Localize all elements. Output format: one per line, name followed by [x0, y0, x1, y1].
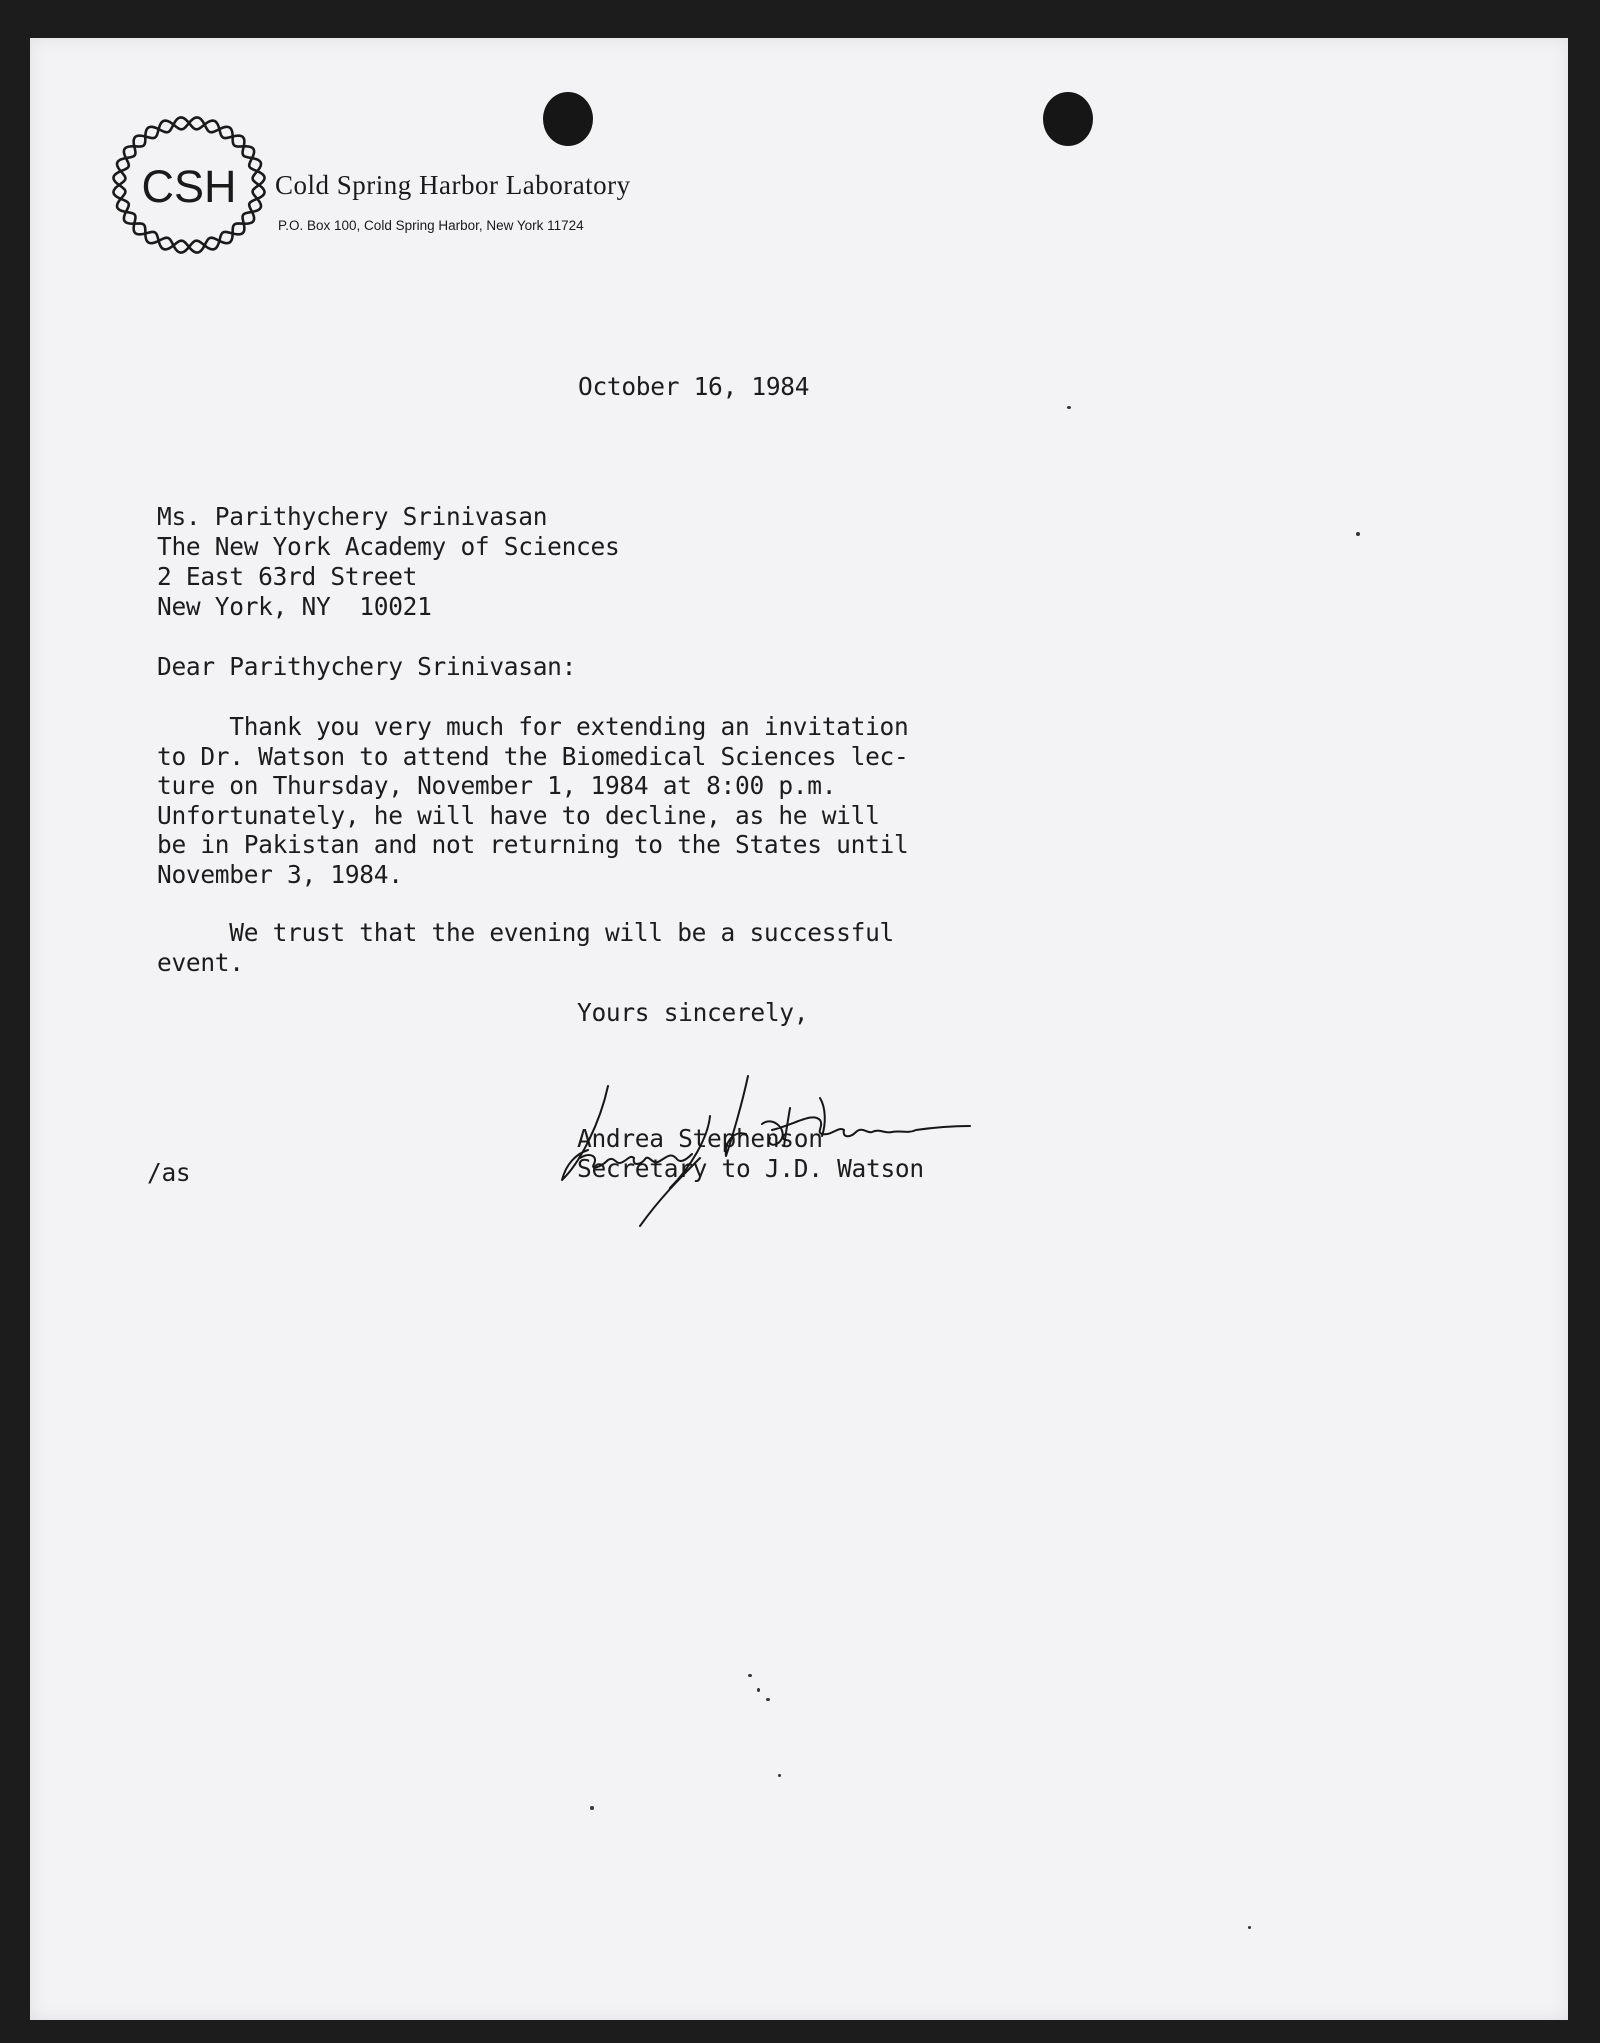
paper-speck: [1356, 532, 1360, 536]
csh-logo: [105, 110, 273, 260]
paper-speck: [1248, 1926, 1251, 1929]
paper-speck: [590, 1806, 594, 1810]
body-line: Thank you very much for extending an invitation: [157, 712, 909, 741]
recipient-organization: The New York Academy of Sciences: [157, 532, 620, 561]
paper-speck: [1067, 406, 1071, 409]
body-paragraph-2: [157, 918, 894, 977]
body-line: event.: [157, 947, 244, 977]
salutation: Dear Parithychery Srinivasan:: [157, 652, 577, 681]
recipient-city: New York, NY 10021: [157, 592, 432, 621]
body-line: to Dr. Watson to attend the Biomedical Sciences lec-: [157, 741, 909, 771]
paper-speck: [757, 1688, 760, 1692]
typist-initials: /as: [147, 1158, 191, 1187]
body-line: ture on Thursday, November 1, 1984 at 8:00 p.m.: [157, 771, 837, 800]
organization-name: Cold Spring Harbor Laboratory: [275, 170, 631, 200]
body-line: We trust that the evening will be a successful: [157, 918, 894, 947]
body-paragraph-1: [157, 712, 908, 889]
recipient-name: Ms. Parithychery Srinivasan: [157, 502, 548, 531]
punch-hole-left: [543, 92, 593, 146]
paper-speck: [748, 1674, 752, 1677]
paper-speck: [778, 1774, 781, 1777]
paper-speck: [766, 1698, 770, 1701]
body-line: November 3, 1984.: [157, 859, 403, 889]
punch-hole-right: [1043, 92, 1093, 146]
closing: Yours sincerely,: [577, 998, 809, 1027]
body-line: Unfortunately, he will have to decline, as he will: [157, 800, 880, 830]
signer-title: Secretary to J.D. Watson: [577, 1154, 924, 1183]
recipient-street: 2 East 63rd Street: [157, 562, 418, 591]
logo-text: CSH: [141, 161, 237, 212]
letter-page: [30, 38, 1568, 2020]
letter-date: October 16, 1984: [578, 372, 810, 401]
organization-address: P.O. Box 100, Cold Spring Harbor, New York 11724: [278, 218, 584, 233]
handwritten-signature: [520, 1068, 1050, 1228]
signer-name: Andrea Stephenson: [577, 1124, 823, 1153]
body-line: be in Pakistan and not returning to the States until: [157, 830, 909, 859]
